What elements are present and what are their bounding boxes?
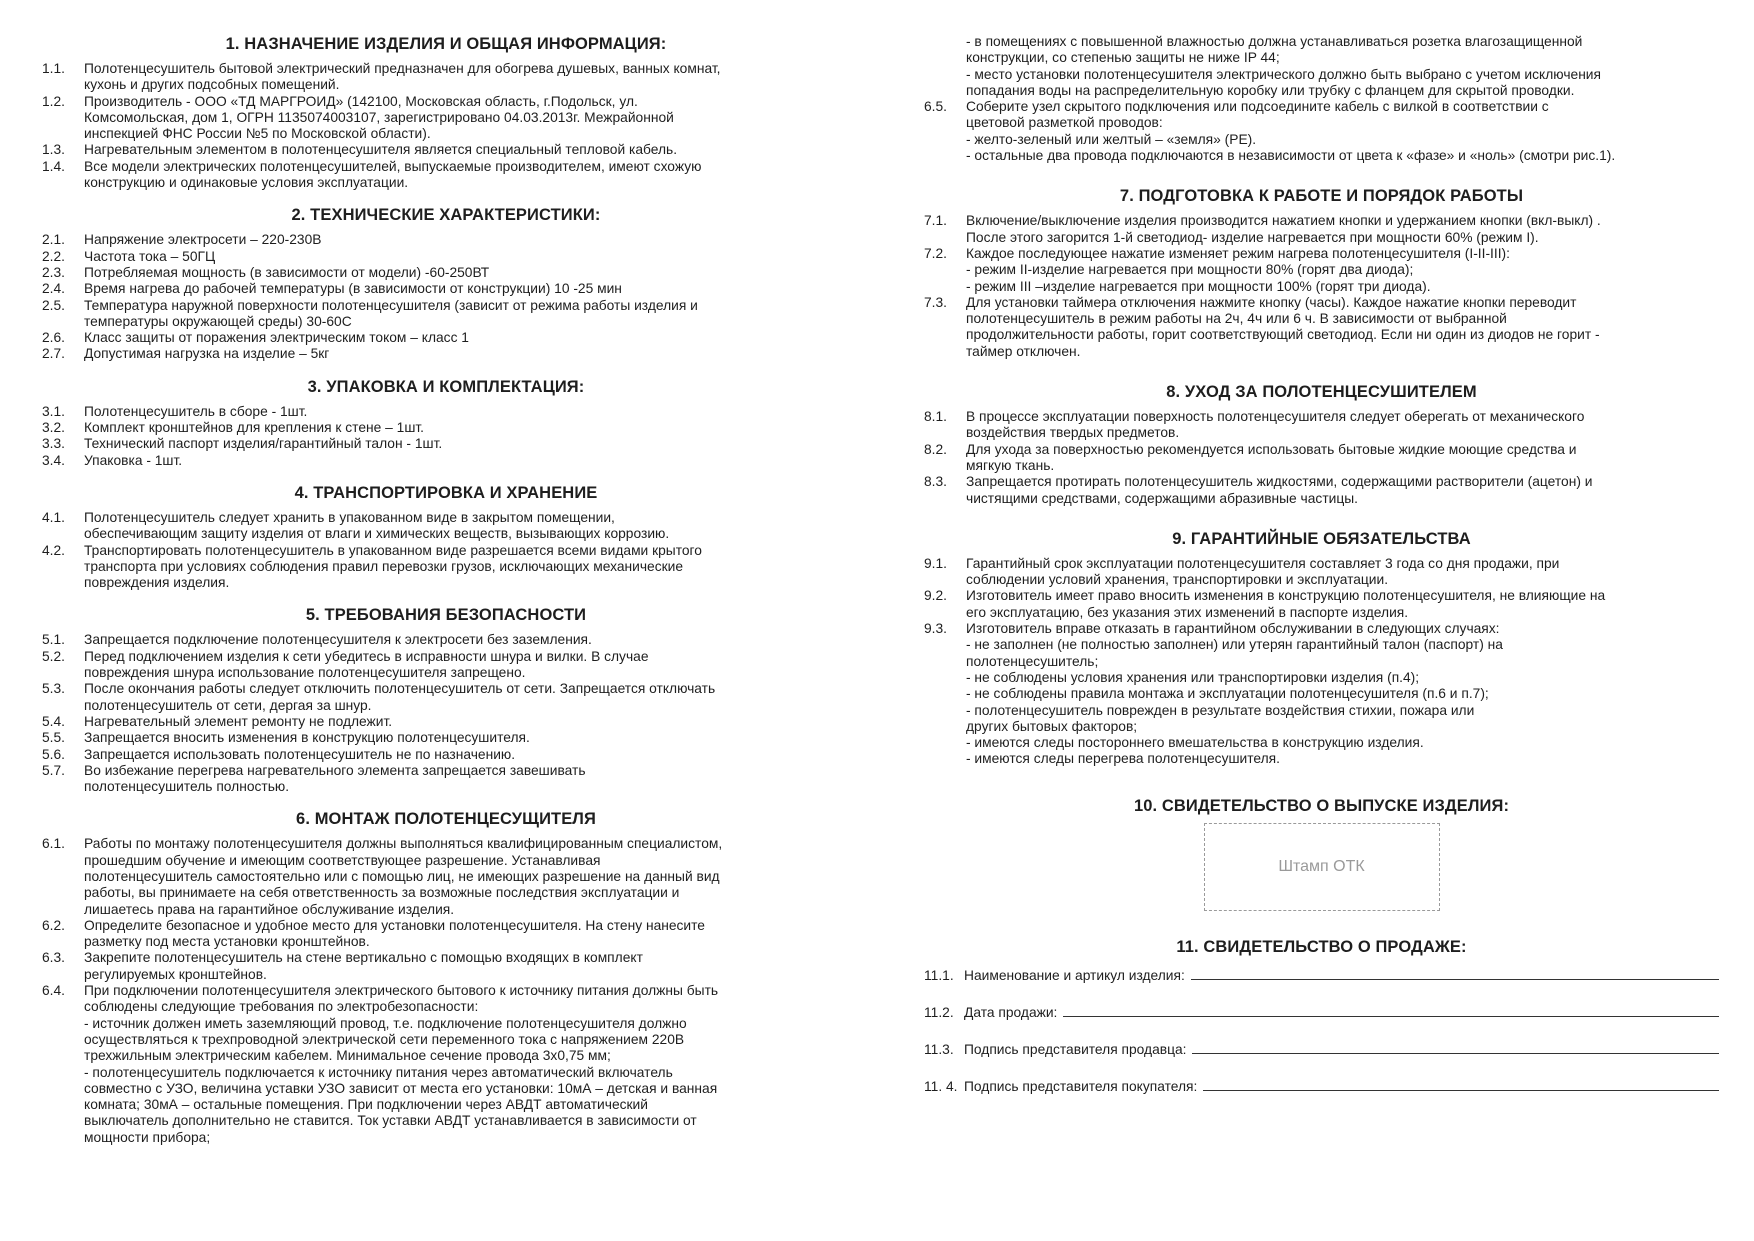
item-text: Упаковка - 1шт. (84, 452, 183, 468)
section-8 (924, 382, 1719, 507)
item-text: Для ухода за поверхностью рекомендуется использовать бытовые жидкие моющие средства и мягкую ткань. (966, 441, 1577, 473)
item-text: Допустимая нагрузка на изделие – 5кг (84, 346, 330, 362)
section-11 (924, 937, 1719, 1094)
item-number: 5.5. (42, 730, 66, 746)
item-number: 8.2. (924, 441, 948, 457)
item-number: 3.3. (42, 436, 66, 452)
list-item (924, 621, 1719, 768)
item-text: Все модели электрических полотенцесушителей, выпускаемые производителем, имеют схожую конструкцию и одинаковые условия эксплуатации. (84, 158, 702, 191)
left-column (42, 34, 850, 1160)
list-item (42, 681, 850, 714)
list-item (42, 61, 850, 94)
item-number: 9.1. (924, 555, 948, 571)
section-1 (42, 34, 850, 191)
item-number: 6.5. (924, 99, 948, 115)
item-text: Время нагрева до рабочей температуры (в зависимости от конструкции) 10 -25 мин (84, 281, 622, 297)
section-5 (42, 605, 850, 795)
product-name-line[interactable] (1191, 967, 1719, 980)
list-item (42, 346, 850, 362)
list-item (42, 94, 850, 143)
list-item (924, 295, 1719, 360)
section-7 (924, 186, 1719, 360)
item-text: Закрепите полотенцесушитель на стене вертикально с помощью входящих в комплект регулируемых кронштейнов. (84, 950, 643, 982)
item-number: 5.4. (42, 713, 66, 729)
list-item (924, 556, 1719, 589)
item-text: Гарантийный срок эксплуатации полотенцесушителя составляет 3 года со дня продажи, при соблюдении условий хранения, транспортировки и эксплуатации. (966, 555, 1560, 588)
list-item (42, 763, 850, 796)
item-text: Работы по монтажу полотенцесушителя должны выполняться квалифицированным специалистом, прошедшим обучение и имеющим соответствующее разрешение. Устанавливая полотенцесушитель самостоятельно или с помощью лиц, не имеющих разрешение на данный вид работы, вы принимаете на себя ответственность за возможные последствия эксплуатации и лишаетесь права на гарантийное обслуживание изделия. (84, 836, 723, 917)
item-number: 4.1. (42, 509, 66, 525)
field-label: Подпись представителя продавца: (964, 1041, 1187, 1057)
item-text: Запрещается протирать полотенцесушитель жидкостями, содержащими растворители (ацетон) и чистящими средствами, содержащими абразивные частицы. (966, 474, 1593, 506)
item-text: Каждое последующее нажатие изменяет режим нагрева полотенцесушителя (I-II-III): - режим II-изделие нагревается при мощности 80% (горят два диода); - режим III –изделие нагревается при мощности 100% (горят три диода). (966, 245, 1510, 294)
item-text: После окончания работы следует отключить полотенцесушитель от сети. Запрещается отключать полотенцесушитель от сети, дергая за шнур. (84, 681, 716, 713)
item-number: 6.4. (42, 983, 66, 999)
item-text: Полотенцесушитель следует хранить в упакованном виде в закрытом помещении, обеспечивающим защиту изделия от влаги и химических веществ, вызывающих коррозию. (84, 509, 670, 542)
item-number: 9.3. (924, 621, 948, 637)
item-number: 5.2. (42, 648, 66, 664)
item-number: 5.7. (42, 762, 66, 778)
buyer-signature-line[interactable] (1203, 1078, 1719, 1091)
item-number: 5.3. (42, 681, 66, 697)
item-number: 2.6. (42, 330, 66, 346)
item-text: Для установки таймера отключения нажмите кнопку (часы). Каждое нажатие кнопки переводит полотенцесушитель в режим работы на 2ч, 4ч или 6 ч. В зависимости от выбранной продолжительности работы, горит соответствующий светодиод. Если ни один из диодов не горит - таймер отключен. (966, 294, 1600, 359)
item-text: Запрещается использовать полотенцесушитель не по назначению. (84, 746, 516, 762)
list-item (924, 213, 1719, 246)
section-title: 10. СВИДЕТЕЛЬСТВО О ВЫПУСКЕ ИЗДЕЛИЯ: (1133, 796, 1510, 815)
list-item (42, 543, 850, 592)
item-number: 3.2. (42, 420, 66, 436)
item-text: Комплект кронштейнов для крепления к стене – 1шт. (84, 420, 425, 436)
item-number-spacer (924, 34, 966, 99)
item-number: 5.6. (42, 746, 66, 762)
section-9 (924, 529, 1719, 768)
item-number: 6.3. (42, 950, 66, 966)
list-item (924, 246, 1719, 295)
item-text: Перед подключением изделия к сети убедитесь в исправности шнура и вилки. В случае повреждения шнура использование полотенцесушителя запрещено. (84, 648, 649, 681)
field-number: 11. 4. (924, 1078, 958, 1094)
right-column (924, 34, 1719, 1111)
item-number: 7.2. (924, 245, 948, 261)
item-number: 6.1. (42, 836, 66, 852)
item-text: При подключении полотенцесушителя электрического бытового к источнику питания должны быть соблюдены следующие требования по электробезопасности: - источник должен иметь заземляющий провод, т.е. подключение полотенцесушителя должно осуществляться к трехпроводной электрической сети переменного тока с напряжением 220В трехжильным электрическим кабелем. Минимальное сечение провода 3х0,75 мм; - полотенцесушитель подключается к источнику питания через автоматический включатель совместно с УЗО, величина уставки УЗО зависит от места его установки: 10мА – детская и ванная комната; 30мА – остальные помещения. При подключении через АВДТ автоматический выключатель дополнительно не ставится. Ток уставки АВДТ устанавливается в зависимости от мощности прибора; (84, 983, 719, 1145)
section-title: 5. ТРЕБОВАНИЯ БЕЗОПАСНОСТИ (305, 606, 587, 625)
item-text: Класс защиты от поражения электрическим током – класс 1 (84, 330, 469, 346)
list-item (42, 330, 850, 346)
list-item (42, 453, 850, 469)
field-number: 11.3. (924, 1041, 954, 1057)
item-number: 7.3. (924, 294, 948, 310)
item-number: 7.1. (924, 213, 948, 229)
stamp-label: Штамп ОТК (1278, 857, 1365, 875)
field-label: Наименование и артикул изделия: (964, 967, 1185, 983)
list-item (42, 747, 850, 763)
item-text: Напряжение электросети – 220-230В (84, 232, 322, 248)
item-text: Во избежание перегрева нагревательного элемента запрещается завешивать полотенцесушитель полностью. (84, 762, 586, 795)
item-number: 2.2. (42, 248, 66, 264)
list-item (42, 142, 850, 158)
item-number: 2.7. (42, 346, 66, 362)
list-item (924, 588, 1719, 621)
item-number: 9.2. (924, 588, 948, 604)
list-item (42, 836, 850, 917)
section-6 (42, 809, 850, 1146)
item-number: 5.1. (42, 632, 66, 648)
field-label: Подпись представителя покупателя: (964, 1078, 1198, 1094)
section-title: 3. УПАКОВКА И КОМПЛЕКТАЦИЯ: (307, 377, 585, 396)
item-number: 2.1. (42, 232, 66, 248)
item-text: - в помещениях с повышенной влажностью должна устанавливаться розетка влагозащищенной конструкции, со степенью защиты не ниже IP 44; - место установки полотенцесушителя электрического должно быть выбрано с учетом исключения попадания воды на распределительную коробку или трубку с фланцем для скрытой проводки. (966, 34, 1601, 98)
list-item (42, 159, 850, 192)
list-item (42, 649, 850, 682)
item-number: 4.2. (42, 542, 66, 558)
list-item (42, 918, 850, 951)
list-item (42, 232, 850, 248)
item-text: Потребляемая мощность (в зависимости от модели) -60-250ВТ (84, 264, 490, 280)
item-text: Технический паспорт изделия/гарантийный талон - 1шт. (84, 436, 443, 452)
list-item (42, 983, 850, 1146)
sale-field-buyer-signature[interactable] (924, 1074, 1719, 1094)
section-3 (42, 377, 850, 469)
sale-field-date[interactable] (924, 1000, 1719, 1020)
item-text: Изготовитель вправе отказать в гарантийном обслуживании в следующих случаях: - не заполнен (не полностью заполнен) или утерян гарантийный талон (паспорт) на полотенцесушитель; - не соблюдены условия хранения или транспортировки изделия (п.4); - не соблюдены правила монтажа и эксплуатации полотенцесушителя (п.6 и п.7); - полотенцесушитель поврежден в результате воздействия стихии, пожара или других бытовых факторов; - имеются следы постороннего вмешательства в конструкцию изделия. - имеются следы перегрева полотенцесушителя. (966, 621, 1503, 767)
item-text: Транспортировать полотенцесушитель в упакованном виде разрешается всеми видами крытого транспорта при условиях соблюдения правил перевозки грузов, исключающих механические повреждения изделия. (84, 542, 702, 591)
item-number: 2.4. (42, 281, 66, 297)
item-text: Определите безопасное и удобное место для установки полотенцесушителя. На стену нанесите разметку под места установки кронштейнов. (84, 917, 705, 950)
stamp-box (1204, 823, 1440, 911)
item-text: Запрещается подключение полотенцесушителя к электросети без заземления. (84, 632, 592, 648)
section-title: 1. НАЗНАЧЕНИЕ ИЗДЕЛИЯ И ОБЩАЯ ИНФОРМАЦИЯ: (225, 35, 667, 53)
item-number: 1.1. (42, 61, 66, 76)
item-number: 8.1. (924, 409, 948, 425)
list-item (924, 34, 1719, 99)
sale-date-line[interactable] (1063, 1004, 1719, 1017)
item-number: 1.4. (42, 158, 66, 174)
item-text: Производитель - ООО «ТД МАРГРОИД» (142100, Московская область, г.Подольск, ул. Комсомольская, дом 1, ОГРН 1135074003107, зарегистрировано 04.03.2013г. Межрайонной инспекцией ФНС России №5 по Московской области). (84, 93, 674, 142)
item-number: 2.3. (42, 264, 66, 280)
item-text: В процессе эксплуатации поверхность полотенцесушителя следует оберегать от механического воздействия твердых предметов. (966, 409, 1585, 441)
item-text: Изготовитель имеет право вносить изменения в конструкцию полотенцесушителя, не влияющие на его эксплуатацию, без указания этих изменений в паспорте изделия. (966, 588, 1606, 620)
item-text: Запрещается вносить изменения в конструкцию полотенцесушителя. (84, 730, 530, 746)
section-10 (924, 796, 1719, 911)
list-item (42, 714, 850, 730)
item-text: Полотенцесушитель в сборе - 1шт. (84, 403, 308, 419)
item-text: Включение/выключение изделия производится нажатием кнопки и удержанием кнопки (вкл-выкл) . После этого загорится 1-й светодиод- изделие нагревается при мощности 60% (режим I). (966, 213, 1601, 245)
item-number: 1.2. (42, 93, 66, 109)
section-title: 4. ТРАНСПОРТИРОВКА И ХРАНЕНИЕ (294, 483, 598, 502)
item-number: 3.4. (42, 452, 66, 468)
section-title: 8. УХОД ЗА ПОЛОТЕНЦЕСУШИТЕЛЕМ (1166, 383, 1477, 402)
seller-signature-line[interactable] (1192, 1041, 1719, 1054)
list-item (42, 420, 850, 436)
field-label: Дата продажи: (964, 1004, 1058, 1020)
field-number: 11.2. (924, 1004, 954, 1020)
field-number: 11.1. (924, 967, 954, 983)
section-title: 2. ТЕХНИЧЕСКИЕ ХАРАКТЕРИСТИКИ: (291, 206, 601, 225)
list-item (42, 950, 850, 983)
list-item (42, 265, 850, 281)
list-item (42, 281, 850, 297)
section-title: 11. СВИДЕТЕЛЬСТВО О ПРОДАЖЕ: (1176, 937, 1467, 956)
sale-field-product[interactable] (924, 963, 1719, 983)
section-title: 6. МОНТАЖ ПОЛОТЕНЦЕСУЩИТЕЛЯ (296, 810, 596, 829)
item-text: Температура наружной поверхности полотенцесушителя (зависит от режима работы изделия и температуры окружающей среды) 30-60С (84, 297, 698, 329)
section-2 (42, 205, 850, 362)
item-number: 1.3. (42, 142, 66, 158)
item-number: 8.3. (924, 474, 948, 490)
item-number: 2.5. (42, 297, 66, 313)
item-text: Полотенцесушитель бытовой электрический предназначен для обогрева душевых, ванных комнат, кухонь и других подсобных помещений. (84, 61, 721, 93)
list-item (42, 632, 850, 648)
section-6-continued (924, 34, 1719, 164)
list-item (924, 474, 1719, 507)
list-item (42, 436, 850, 452)
list-item (924, 409, 1719, 442)
list-item (42, 249, 850, 265)
list-item (42, 298, 850, 331)
sale-field-seller-signature[interactable] (924, 1037, 1719, 1057)
list-item (924, 442, 1719, 475)
list-item (42, 404, 850, 420)
list-item (42, 510, 850, 543)
list-item (42, 730, 850, 746)
item-text: Соберите узел скрытого подключения или подсоедините кабель с вилкой в соответствии с цветовой разметкой проводов: - желто-зеленый или желтый – «земля» (PE). - остальные два провода подключаются в независимости от цвета к «фазе» и «ноль» (смотри рис.1). (966, 99, 1616, 164)
item-text: Нагревательный элемент ремонту не подлежит. (84, 713, 393, 729)
item-number: 3.1. (42, 403, 66, 419)
item-number: 6.2. (42, 917, 66, 933)
section-4 (42, 483, 850, 591)
section-title: 9. ГАРАНТИЙНЫЕ ОБЯЗАТЕЛЬСТВА (1172, 529, 1471, 548)
list-item (924, 99, 1719, 164)
item-text: Нагревательным элементом в полотенцесушителя является специальный тепловой кабель. (84, 142, 678, 158)
section-title: 7. ПОДГОТОВКА К РАБОТЕ И ПОРЯДОК РАБОТЫ (1119, 187, 1524, 206)
item-text: Частота тока – 50ГЦ (84, 248, 216, 264)
